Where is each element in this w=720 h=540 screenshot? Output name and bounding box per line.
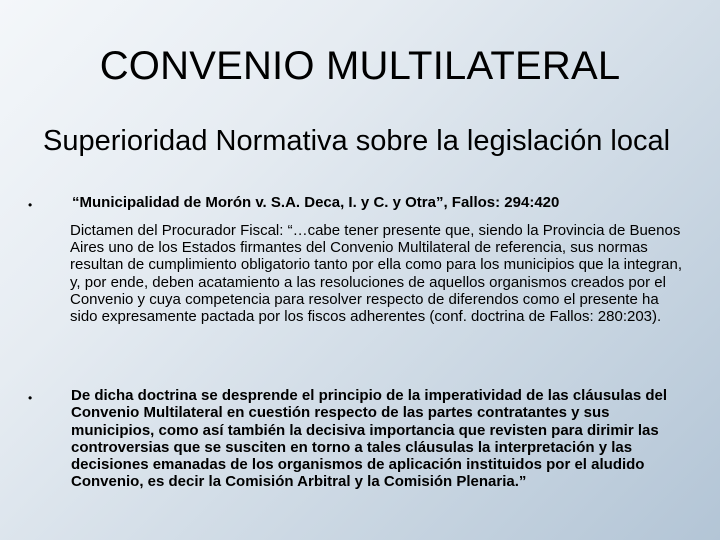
case-citation: “Municipalidad de Morón v. S.A. Deca, I. y C. y Otra”, Fallos: 294:420 xyxy=(72,194,560,211)
bullet-marker-2: • xyxy=(28,391,33,405)
doctrina-paragraph: De dicha doctrina se desprende el principio de la imperatividad de las cláusulas del Convenio Multilateral en cuestión respecto de las partes contratantes y sus municipios, como así también la decisiva importancia que revisten para dirimir las controversias que se susciten en torno a tales cláusulas la interpretación y las decisiones emanadas de los organismos de aplicación instituidos por el aludido Convenio, es decir la Comisión Arbitral y la Comisión Plenaria.” xyxy=(71,387,668,491)
dictamen-paragraph: Dictamen del Procurador Fiscal: “…cabe tener presente que, siendo la Provincia de Buenos Aires uno de los Estados firmantes del Convenio Multilateral de referencia, sus normas resultan de cumplimiento obligatorio tanto por ella como para los municipios que la integran, y, por ende, deben acatamiento a las resoluciones de aquellos organismos creados por el Convenio y cuya competencia para resolver respecto de diferendos como el presente ha sido expresamente pactada por los fiscos adherentes (conf. doctrina de Fallos: 280:203). xyxy=(70,222,683,326)
slide-title: CONVENIO MULTILATERAL xyxy=(99,44,621,88)
bullet-marker-1: • xyxy=(28,198,33,212)
slide-subtitle: Superioridad Normativa sobre la legislación local xyxy=(43,125,671,157)
